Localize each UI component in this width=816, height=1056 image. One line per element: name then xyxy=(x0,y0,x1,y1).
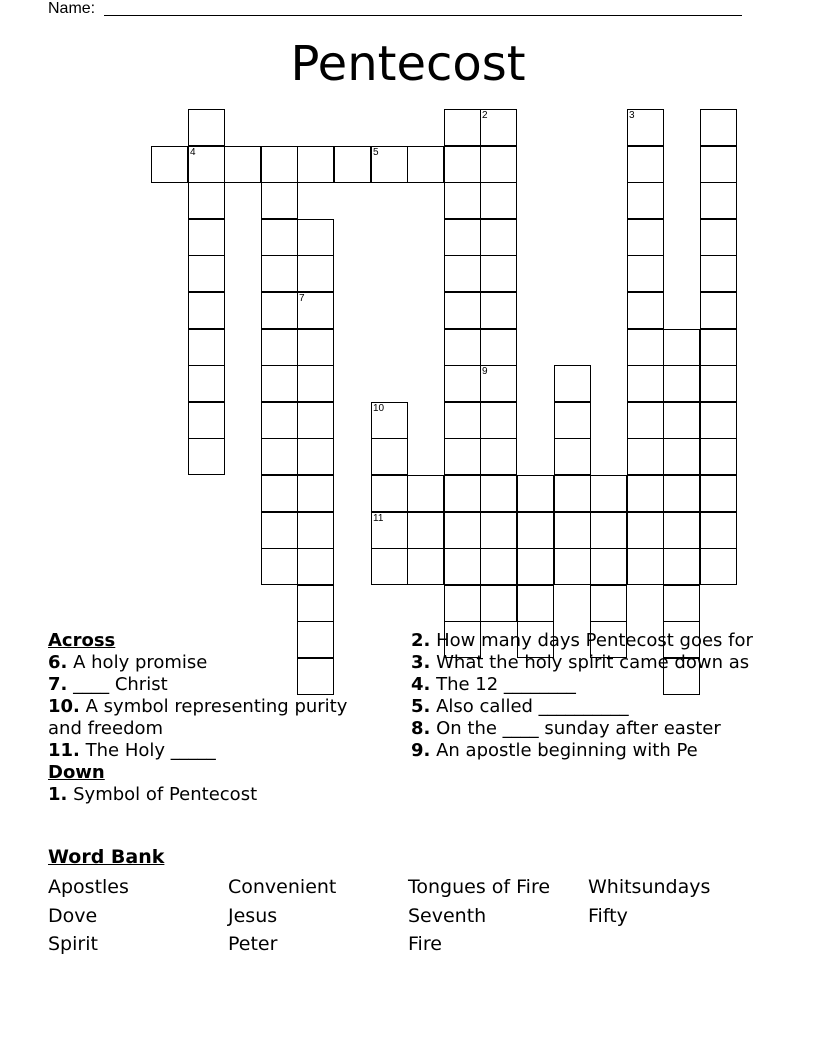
grid-cell[interactable] xyxy=(480,329,517,366)
grid-cell[interactable] xyxy=(334,146,371,183)
clue-number-label: 9 xyxy=(482,366,488,377)
grid-cell[interactable] xyxy=(517,475,554,512)
grid-cell[interactable] xyxy=(480,512,517,549)
grid-cell[interactable] xyxy=(554,438,591,475)
clue-number: 6. xyxy=(48,652,68,673)
word-bank-item: Fire xyxy=(408,933,442,955)
grid-cell[interactable] xyxy=(444,475,481,512)
grid-cell[interactable] xyxy=(480,402,517,439)
grid-cell[interactable] xyxy=(297,219,334,256)
word-bank xyxy=(48,873,768,959)
clue-number: 2. xyxy=(411,630,431,651)
clue-number: 1. xyxy=(48,784,68,805)
grid-cell[interactable] xyxy=(700,365,737,402)
clue-number: 9. xyxy=(411,740,431,761)
grid-cell[interactable] xyxy=(480,475,517,512)
grid-cell[interactable] xyxy=(297,475,334,512)
grid-cell[interactable] xyxy=(480,365,517,402)
clue-number: 3. xyxy=(411,652,431,673)
word-bank-item: Spirit xyxy=(48,933,98,955)
grid-cell[interactable] xyxy=(590,585,627,622)
grid-cell[interactable] xyxy=(261,219,298,256)
clue-text: ____ Christ xyxy=(73,674,168,695)
clue-number: 7. xyxy=(48,674,68,695)
clue-number-label: 7 xyxy=(299,293,305,304)
clue-text: The 12 ________ xyxy=(436,674,576,695)
word-bank-item: Tongues of Fire xyxy=(408,876,551,898)
clue-number-label: 3 xyxy=(629,110,635,121)
clue-down-9 xyxy=(411,740,761,762)
grid-cell[interactable] xyxy=(700,512,737,549)
grid-cell[interactable] xyxy=(297,438,334,475)
grid-cell[interactable] xyxy=(590,512,627,549)
clue-text: An apostle beginning with Pe xyxy=(436,740,698,761)
grid-cell[interactable] xyxy=(444,329,481,366)
grid-cell[interactable] xyxy=(297,365,334,402)
across-clue-list xyxy=(48,652,378,762)
clue-down-1 xyxy=(48,784,378,806)
grid-cell[interactable] xyxy=(261,329,298,366)
clue-down-4 xyxy=(411,674,761,696)
clues-left-column xyxy=(48,630,378,806)
grid-cell[interactable] xyxy=(444,255,481,292)
clue-number-label: 11 xyxy=(373,513,384,524)
grid-cell[interactable] xyxy=(627,402,664,439)
clue-number: 11. xyxy=(48,740,80,761)
grid-cell[interactable] xyxy=(444,146,481,183)
grid-cell[interactable] xyxy=(517,512,554,549)
grid-cell[interactable] xyxy=(444,109,481,146)
clue-down-5 xyxy=(411,696,761,718)
down-heading: Down xyxy=(48,762,105,783)
grid-cell[interactable] xyxy=(700,402,737,439)
grid-cell[interactable] xyxy=(700,219,737,256)
grid-cell[interactable] xyxy=(627,365,664,402)
grid-cell[interactable] xyxy=(480,255,517,292)
grid-cell[interactable] xyxy=(700,292,737,329)
clue-number: 10. xyxy=(48,696,80,717)
clue-down-8 xyxy=(411,718,761,740)
grid-cell[interactable] xyxy=(627,146,664,183)
grid-cell[interactable] xyxy=(627,438,664,475)
grid-cell[interactable] xyxy=(371,512,408,549)
grid-cell[interactable] xyxy=(444,548,481,585)
grid-cell[interactable] xyxy=(663,512,700,549)
grid-cell[interactable] xyxy=(627,329,664,366)
grid-cell[interactable] xyxy=(188,182,225,219)
grid-cell[interactable] xyxy=(590,475,627,512)
grid-cell[interactable] xyxy=(627,292,664,329)
grid-cell[interactable] xyxy=(480,146,517,183)
grid-cell[interactable] xyxy=(700,109,737,146)
grid-cell[interactable] xyxy=(663,329,700,366)
grid-cell[interactable] xyxy=(188,219,225,256)
grid-cell[interactable] xyxy=(297,512,334,549)
grid-cell[interactable] xyxy=(663,548,700,585)
grid-cell[interactable] xyxy=(627,548,664,585)
grid-cell[interactable] xyxy=(188,329,225,366)
grid-cell[interactable] xyxy=(407,548,444,585)
word-bank-item: Seventh xyxy=(408,904,487,927)
clue-number: 5. xyxy=(411,696,431,717)
clue-down-2 xyxy=(411,630,761,652)
grid-cell[interactable] xyxy=(480,585,517,622)
clue-text: What the holy spirit came down as xyxy=(436,652,750,673)
across-heading: Across xyxy=(48,630,116,651)
grid-cell[interactable] xyxy=(261,292,298,329)
clue-number: 4. xyxy=(411,674,431,695)
grid-cell[interactable] xyxy=(700,438,737,475)
grid-cell[interactable] xyxy=(261,402,298,439)
grid-cell[interactable] xyxy=(261,438,298,475)
grid-cell[interactable] xyxy=(700,475,737,512)
grid-cell[interactable] xyxy=(517,548,554,585)
grid-cell[interactable] xyxy=(371,402,408,439)
grid-cell[interactable] xyxy=(371,475,408,512)
grid-cell[interactable] xyxy=(224,146,261,183)
clue-text: A symbol representing purity and freedom xyxy=(48,696,348,739)
grid-cell[interactable] xyxy=(700,182,737,219)
grid-cell[interactable] xyxy=(297,329,334,366)
word-bank-item: Convenient xyxy=(228,876,337,898)
word-bank-heading: Word Bank xyxy=(48,846,165,868)
grid-cell[interactable] xyxy=(444,365,481,402)
grid-cell[interactable] xyxy=(480,292,517,329)
grid-cell[interactable] xyxy=(151,146,188,183)
grid-cell[interactable] xyxy=(371,438,408,475)
grid-cell[interactable] xyxy=(480,548,517,585)
word-bank-item: Dove xyxy=(48,904,98,927)
grid-cell[interactable] xyxy=(700,548,737,585)
grid-cell[interactable] xyxy=(627,109,664,146)
clue-number-label: 5 xyxy=(373,147,379,158)
word-bank-item: Peter xyxy=(228,933,278,955)
grid-cell[interactable] xyxy=(444,292,481,329)
puzzle-title: Pentecost xyxy=(290,36,526,92)
grid-cell[interactable] xyxy=(480,182,517,219)
grid-cell[interactable] xyxy=(663,475,700,512)
grid-cell[interactable] xyxy=(444,512,481,549)
grid-cell[interactable] xyxy=(554,365,591,402)
clue-number: 8. xyxy=(411,718,431,739)
name-label: Name: xyxy=(48,0,96,17)
grid-cell[interactable] xyxy=(188,109,225,146)
grid-cell[interactable] xyxy=(188,292,225,329)
clue-across-10 xyxy=(48,696,378,740)
grid-cell[interactable] xyxy=(188,255,225,292)
grid-cell[interactable] xyxy=(663,365,700,402)
grid-cell[interactable] xyxy=(261,182,298,219)
grid-cell[interactable] xyxy=(700,146,737,183)
grid-cell[interactable] xyxy=(554,548,591,585)
grid-cell[interactable] xyxy=(480,219,517,256)
grid-cell[interactable] xyxy=(444,219,481,256)
grid-cell[interactable] xyxy=(444,438,481,475)
clue-text: Also called __________ xyxy=(436,696,629,717)
grid-cell[interactable] xyxy=(261,146,298,183)
grid-cell[interactable] xyxy=(627,219,664,256)
grid-cell[interactable] xyxy=(444,402,481,439)
grid-cell[interactable] xyxy=(261,255,298,292)
grid-cell[interactable] xyxy=(627,182,664,219)
grid-cell[interactable] xyxy=(188,365,225,402)
grid-cell[interactable] xyxy=(407,146,444,183)
grid-cell[interactable] xyxy=(407,475,444,512)
clue-text: On the ____ sunday after easter xyxy=(436,718,721,739)
grid-cell[interactable] xyxy=(627,512,664,549)
grid-cell[interactable] xyxy=(188,402,225,439)
grid-cell[interactable] xyxy=(554,475,591,512)
grid-cell[interactable] xyxy=(663,438,700,475)
clues-right-column xyxy=(411,630,761,762)
grid-cell[interactable] xyxy=(554,512,591,549)
clue-text: How many days Pentecost goes for xyxy=(436,630,753,651)
grid-cell[interactable] xyxy=(371,146,408,183)
grid-cell[interactable] xyxy=(297,402,334,439)
grid-cell[interactable] xyxy=(188,438,225,475)
word-bank-item: Jesus xyxy=(228,904,278,927)
grid-cell[interactable] xyxy=(590,548,627,585)
grid-cell[interactable] xyxy=(480,109,517,146)
grid-cell[interactable] xyxy=(297,146,334,183)
grid-cell[interactable] xyxy=(627,255,664,292)
grid-cell[interactable] xyxy=(700,329,737,366)
grid-cell[interactable] xyxy=(371,548,408,585)
clue-across-11 xyxy=(48,740,378,762)
clue-text: A holy promise xyxy=(73,652,208,673)
grid-cell[interactable] xyxy=(261,512,298,549)
grid-cell[interactable] xyxy=(261,548,298,585)
clue-down-3 xyxy=(411,652,761,674)
grid-cell[interactable] xyxy=(407,512,444,549)
clue-number-label: 2 xyxy=(482,110,488,121)
clue-number-label: 10 xyxy=(373,403,385,414)
clue-number-label: 4 xyxy=(190,147,196,158)
clue-across-6 xyxy=(48,652,378,674)
grid-cell[interactable] xyxy=(627,475,664,512)
grid-cell[interactable] xyxy=(297,292,334,329)
grid-cell[interactable] xyxy=(480,438,517,475)
grid-cell[interactable] xyxy=(297,585,334,622)
clue-text: The Holy _____ xyxy=(85,740,216,761)
grid-cell[interactable] xyxy=(554,402,591,439)
clue-text: Symbol of Pentecost xyxy=(73,784,258,805)
word-bank-item: Apostles xyxy=(48,876,129,898)
grid-cell[interactable] xyxy=(261,475,298,512)
word-bank-item: Whitsundays xyxy=(588,876,711,898)
clue-across-7 xyxy=(48,674,378,696)
grid-cell[interactable] xyxy=(700,255,737,292)
grid-cell[interactable] xyxy=(444,182,481,219)
grid-cell[interactable] xyxy=(663,585,700,622)
grid-cell[interactable] xyxy=(517,585,554,622)
grid-cell[interactable] xyxy=(663,402,700,439)
grid-cell[interactable] xyxy=(444,585,481,622)
grid-cell[interactable] xyxy=(297,255,334,292)
grid-cell[interactable] xyxy=(297,548,334,585)
grid-cell[interactable] xyxy=(188,146,225,183)
word-bank-item: Fifty xyxy=(588,904,628,927)
grid-cell[interactable] xyxy=(261,365,298,402)
